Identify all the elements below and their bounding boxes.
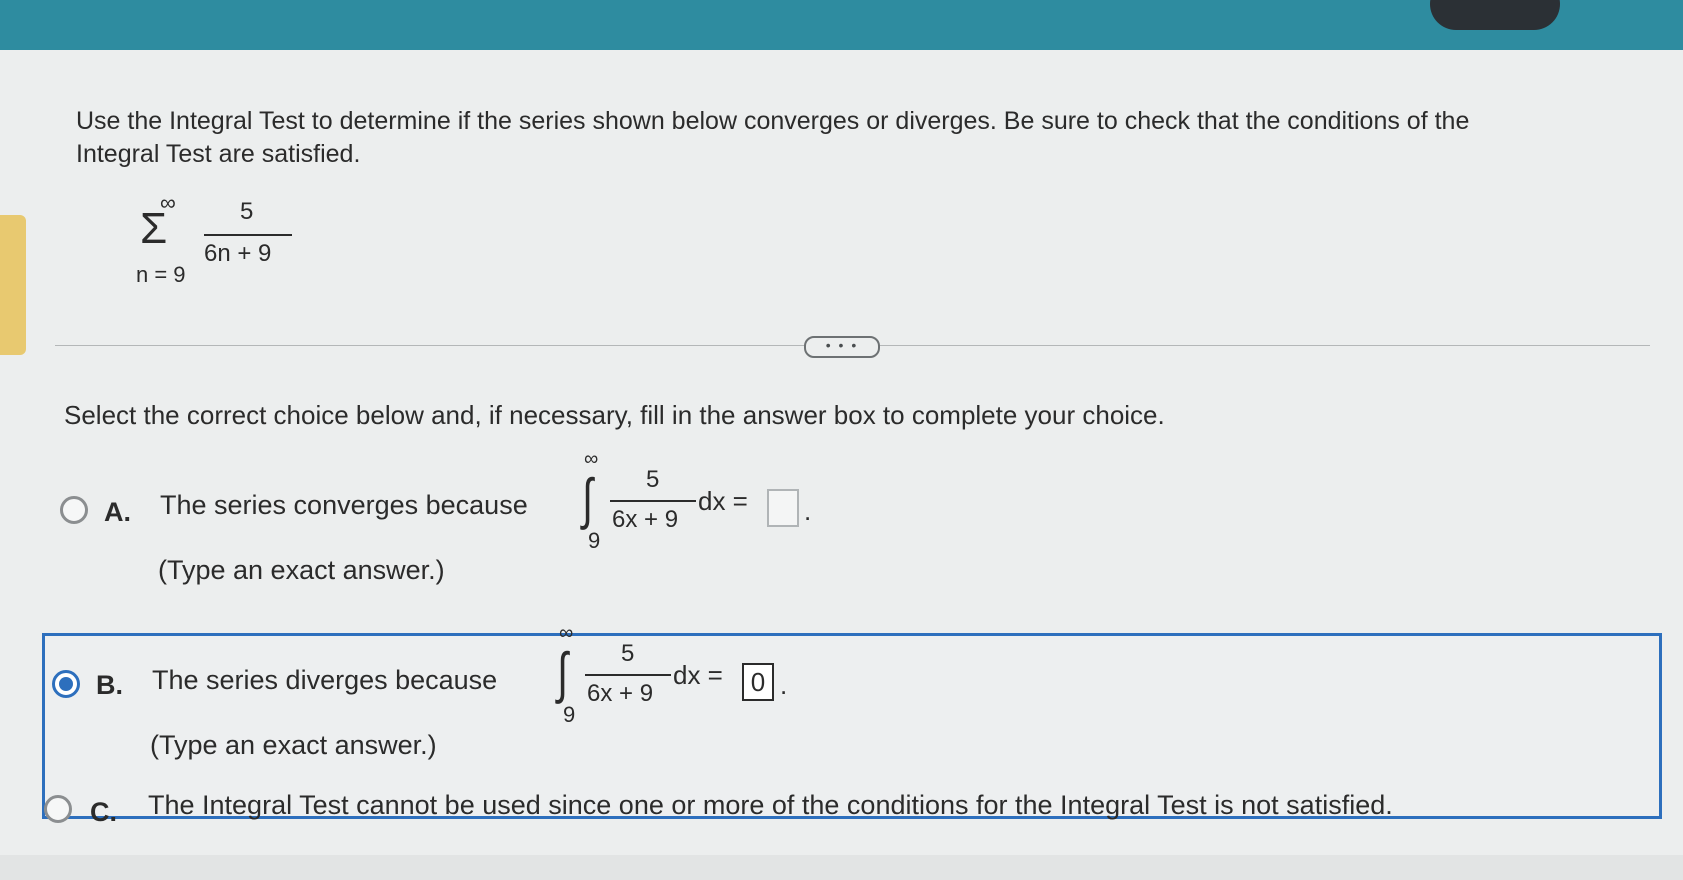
choice-c-text: The Integral Test cannot be used since one or more of the conditions for the Integral Test is not satisfied. xyxy=(148,790,1393,820)
choice-a-hint: (Type an exact answer.) xyxy=(158,555,445,585)
series-lower-limit: n = 9 xyxy=(136,262,186,287)
choice-a-period: . xyxy=(804,496,812,526)
integral-dx: dx = xyxy=(673,660,723,690)
choice-b-hint: (Type an exact answer.) xyxy=(150,730,437,760)
choice-b-letter: B. xyxy=(96,670,123,700)
choice-b-text: The series diverges because xyxy=(152,665,498,695)
side-tab[interactable] xyxy=(0,215,26,355)
panel-bottom-edge xyxy=(0,855,1683,880)
integral-upper-limit: ∞ xyxy=(559,622,574,644)
fraction-bar xyxy=(585,674,671,676)
top-bar xyxy=(0,0,1683,56)
integral-lower-limit: 9 xyxy=(563,702,576,727)
integral-numerator: 5 xyxy=(646,466,660,493)
choice-a-letter: A. xyxy=(104,497,131,527)
series-numerator: 5 xyxy=(240,198,254,225)
series-expression xyxy=(132,190,302,290)
integral-upper-limit: ∞ xyxy=(584,448,599,470)
sigma-symbol: Σ xyxy=(140,204,168,253)
question-panel xyxy=(0,50,1683,880)
integral-numerator: 5 xyxy=(621,640,635,667)
integral-sign: ∫ xyxy=(582,467,594,530)
choice-c-letter: C. xyxy=(90,797,117,827)
series-denominator: 6n + 9 xyxy=(204,240,272,267)
choice-b-radio[interactable] xyxy=(52,670,80,698)
fraction-bar xyxy=(204,234,292,236)
choice-a-integral xyxy=(580,448,840,558)
question-progress xyxy=(935,0,1165,8)
fraction-bar xyxy=(610,500,696,502)
choice-a-answer-input[interactable] xyxy=(767,489,799,527)
integral-denominator: 6x + 9 xyxy=(612,506,679,533)
integral-denominator: 6x + 9 xyxy=(587,680,654,707)
choice-b-answer-input[interactable]: 0 xyxy=(742,663,774,701)
choice-a-text: The series converges because xyxy=(160,490,528,520)
save-button[interactable] xyxy=(1430,0,1560,30)
choice-a-radio[interactable] xyxy=(60,496,88,524)
expand-more-button[interactable]: • • • xyxy=(804,336,880,358)
series-upper-limit: ∞ xyxy=(160,190,176,215)
integral-sign: ∫ xyxy=(557,641,569,704)
integral-dx: dx = xyxy=(698,486,748,516)
choice-c-radio[interactable] xyxy=(44,795,72,823)
choice-b-period: . xyxy=(780,670,788,700)
instruction-text: Select the correct choice below and, if necessary, fill in the answer box to complete your choice. xyxy=(64,400,1165,430)
choice-b-integral xyxy=(555,622,815,732)
question-text: Use the Integral Test to determine if the series shown below converges or diverges. Be sure to check that the conditions of the Integral Test are satisfied. xyxy=(76,107,1470,168)
integral-lower-limit: 9 xyxy=(588,528,601,553)
